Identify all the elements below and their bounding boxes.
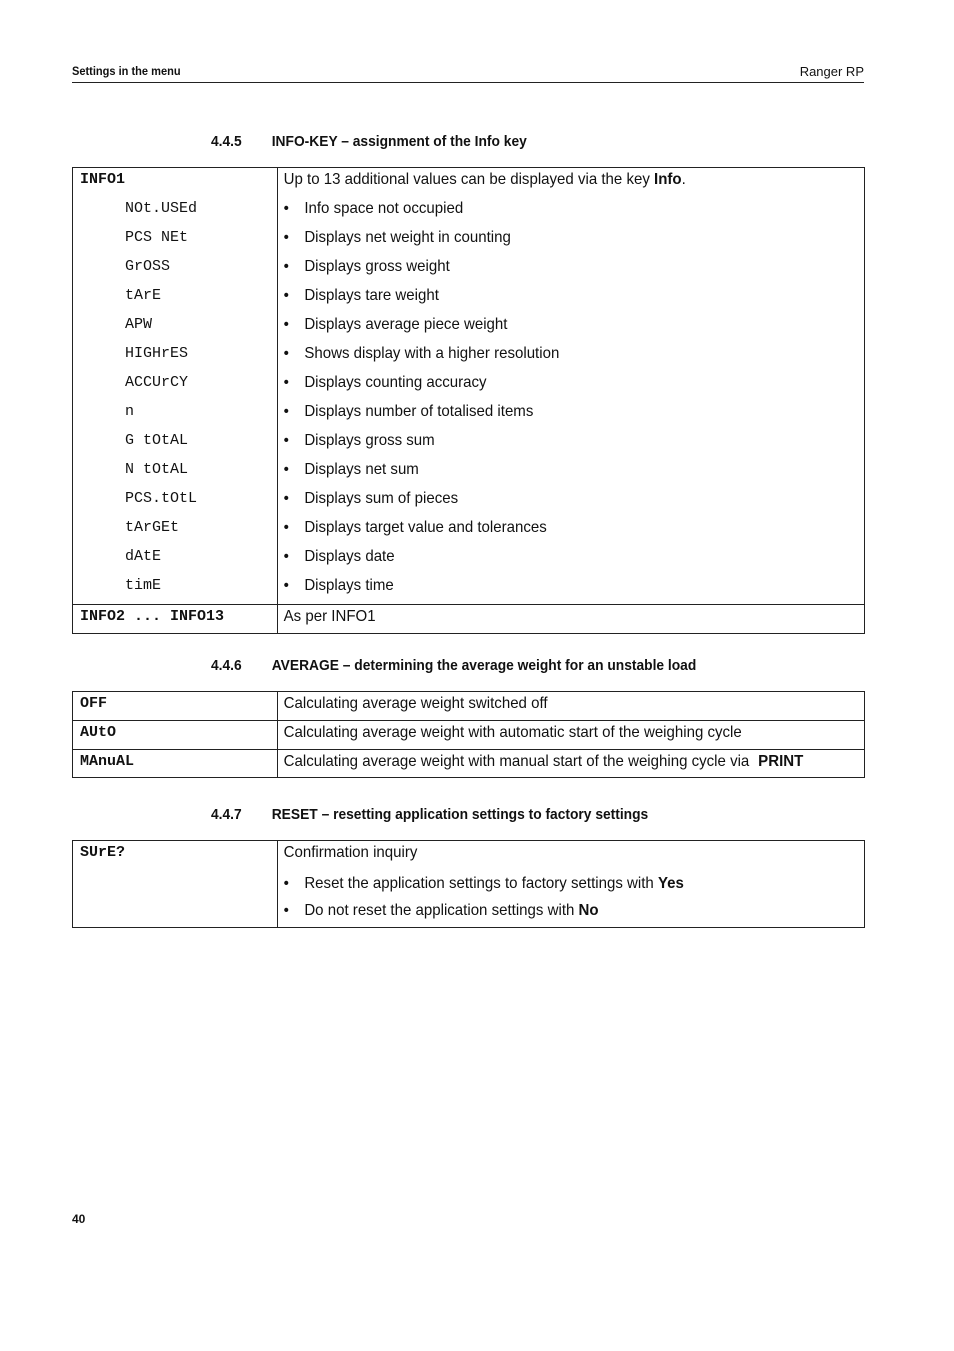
section-number: 4.4.6	[211, 657, 242, 674]
menu-code: INFO2 ... INFO13	[80, 608, 225, 625]
bullet: •	[283, 519, 289, 536]
intro-suffix: .	[681, 171, 686, 188]
row-description	[278, 721, 829, 749]
section-title: RESET – resetting application settings to factory settings	[271, 806, 649, 823]
bullet: •	[283, 403, 289, 420]
menu-option-code: dAtE	[125, 548, 162, 565]
section-heading-average	[211, 657, 696, 674]
menu-option-code: tArGEt	[125, 519, 180, 536]
row-description: As per INFO1	[283, 608, 376, 625]
bullet: •	[283, 902, 289, 919]
bullet: •	[283, 287, 289, 304]
row-description	[278, 692, 829, 720]
page-number: 40	[72, 1212, 86, 1226]
intro-text: Up to 13 additional values can be displayed via the key	[283, 171, 655, 188]
option-description: Info space not occupied	[304, 200, 464, 217]
list-item	[278, 574, 829, 604]
list-item	[278, 545, 829, 574]
page-header	[72, 63, 864, 83]
option-description: Displays date	[304, 548, 395, 565]
option-description: Displays counting accuracy	[304, 374, 487, 391]
description-intro	[278, 168, 829, 197]
list-item	[278, 872, 829, 899]
option-description: Displays net weight in counting	[304, 229, 511, 246]
bullet: •	[283, 432, 289, 449]
menu-option-code: GrOSS	[125, 258, 171, 275]
code-cell	[73, 605, 278, 634]
code-cell	[73, 750, 278, 778]
code-cell	[73, 692, 278, 721]
menu-option-code: tArE	[125, 287, 162, 304]
bullet: •	[283, 374, 289, 391]
bullet: •	[283, 345, 289, 362]
menu-code: SUrE?	[80, 844, 126, 861]
option-description: Do not reset the application settings with	[304, 902, 579, 919]
section-heading-reset	[211, 806, 648, 823]
list-item	[278, 516, 829, 545]
menu-code: OFF	[80, 695, 108, 712]
list-item	[278, 400, 829, 429]
description-intro: Confirmation inquiry	[283, 844, 418, 861]
option-description: Displays time	[304, 577, 394, 594]
menu-option-code: APW	[125, 316, 153, 333]
key-name: Info	[654, 171, 682, 188]
list-item	[278, 342, 829, 371]
bullet: •	[283, 200, 289, 217]
menu-code: INFO1	[80, 171, 126, 188]
bullet: •	[283, 229, 289, 246]
description-cell	[278, 168, 865, 605]
average-table	[72, 691, 865, 778]
description-cell	[278, 605, 865, 634]
reset-table	[72, 840, 865, 928]
list-item	[278, 899, 829, 927]
description-cell	[278, 841, 865, 928]
header-product-name: Ranger RP	[799, 64, 864, 79]
info-key-table	[72, 167, 865, 634]
option-description: Shows display with a higher resolution	[304, 345, 560, 362]
option-description: Displays sum of pieces	[304, 490, 459, 507]
code-cell	[73, 168, 278, 605]
option-description: Displays target value and tolerances	[304, 519, 547, 536]
option-description: Displays number of totalised items	[304, 403, 534, 420]
section-number: 4.4.5	[211, 133, 242, 150]
list-item	[278, 255, 829, 284]
bullet: •	[283, 461, 289, 478]
description-cell	[278, 721, 865, 750]
table-row	[73, 841, 865, 928]
option-description: Displays tare weight	[304, 287, 439, 304]
bullet: •	[283, 316, 289, 333]
bullet: •	[283, 490, 289, 507]
key-name: PRINT	[758, 753, 804, 770]
list-item	[278, 371, 829, 400]
list-item	[278, 226, 829, 255]
menu-option-code: HIGHrES	[125, 345, 189, 362]
list-item	[278, 458, 829, 487]
option-description: Displays gross weight	[304, 258, 450, 275]
menu-code: AUtO	[80, 724, 117, 741]
list-item	[278, 487, 829, 516]
table-row	[73, 168, 865, 605]
description-text: Calculating average weight with automatic start of the weighing cycle	[283, 724, 742, 741]
option-description: Reset the application settings to factory settings with	[304, 875, 658, 892]
section-heading-info-key	[211, 133, 527, 150]
option-description: Displays net sum	[304, 461, 419, 478]
bullet: •	[283, 258, 289, 275]
menu-code: MAnuAL	[80, 753, 135, 770]
table-row	[73, 750, 865, 778]
menu-option-code: n	[125, 403, 135, 420]
description-cell	[278, 692, 865, 721]
section-number: 4.4.7	[211, 806, 242, 823]
list-item	[278, 429, 829, 458]
code-cell	[73, 841, 278, 928]
menu-option-code: timE	[125, 577, 162, 594]
option-description: Displays average piece weight	[304, 316, 508, 333]
menu-option-code: ACCUrCY	[125, 374, 189, 391]
key-name: No	[578, 902, 599, 919]
description-cell	[278, 750, 865, 778]
bullet: •	[283, 548, 289, 565]
description-text: Calculating average weight with manual start of the weighing cycle via	[283, 753, 754, 770]
list-item	[278, 313, 829, 342]
menu-option-code: G tOtAL	[125, 432, 189, 449]
table-row	[73, 605, 865, 634]
menu-option-code: PCS.tOtL	[125, 490, 198, 507]
option-description: Displays gross sum	[304, 432, 435, 449]
table-row	[73, 692, 865, 721]
header-section-title: Settings in the menu	[72, 64, 181, 78]
menu-option-code: NOt.USEd	[125, 200, 198, 217]
bullet: •	[283, 875, 289, 892]
description-text: Calculating average weight switched off	[283, 695, 548, 712]
table-row	[73, 721, 865, 750]
row-description	[278, 750, 829, 777]
bullet: •	[283, 577, 289, 594]
key-name: Yes	[657, 875, 684, 892]
code-cell	[73, 721, 278, 750]
section-title: INFO-KEY – assignment of the Info key	[271, 133, 527, 150]
menu-option-code: PCS NEt	[125, 229, 189, 246]
menu-option-code: N tOtAL	[125, 461, 189, 478]
list-item	[278, 197, 829, 226]
section-title: AVERAGE – determining the average weight for an unstable load	[271, 657, 697, 674]
list-item	[278, 284, 829, 313]
